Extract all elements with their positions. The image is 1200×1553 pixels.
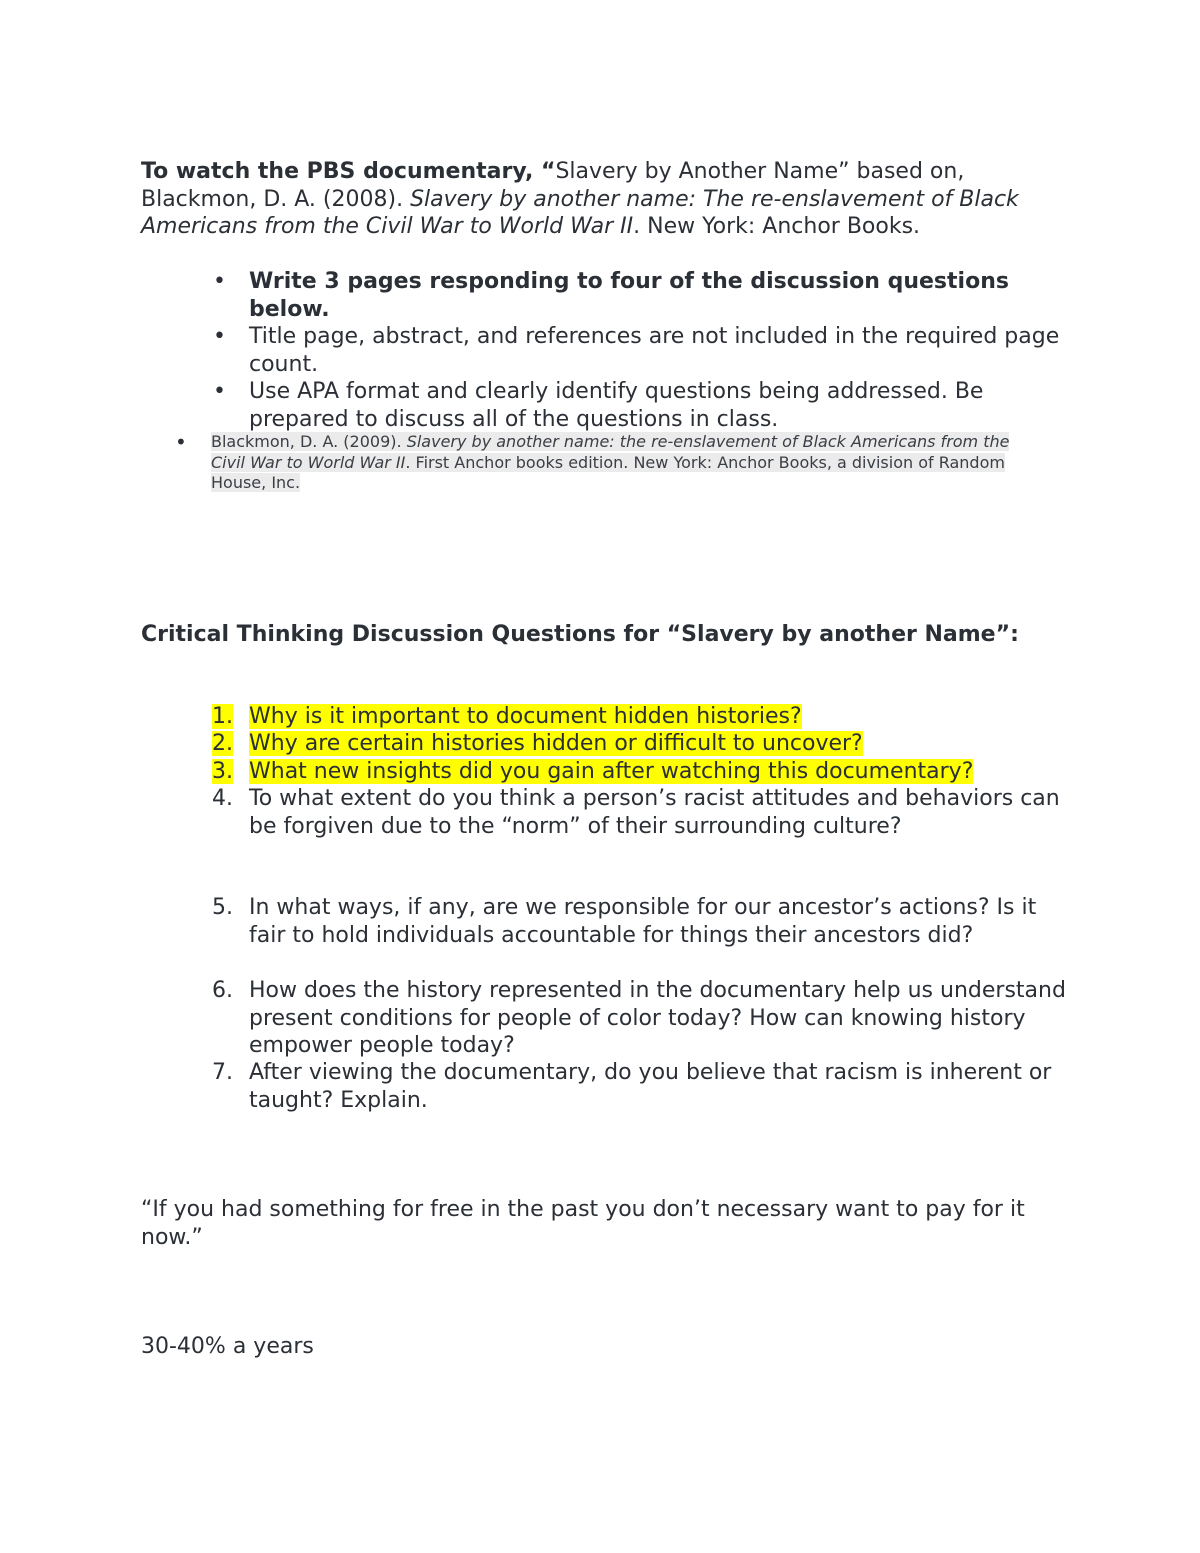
question-item: After viewing the documentary, do you believe that racism is inherent or taught? Explain. bbox=[249, 1060, 1052, 1113]
question-text: Why are certain histories hidden or difficult to uncover? bbox=[249, 731, 863, 756]
statistic-note: 30-40% a years bbox=[141, 1334, 314, 1359]
reference-title: Slavery by another name: the re-enslavement of Black Americans from the Civil War to World War II bbox=[211, 432, 1010, 472]
question-item bbox=[249, 730, 1069, 758]
quote-text: “If you had something for free in the past you don’t necessary want to pay for it now.” bbox=[141, 1197, 1025, 1250]
intro-bold-lead: To watch the PBS documentary, “ bbox=[141, 159, 556, 184]
questions-heading: Critical Thinking Discussion Questions for “Slavery by another Name”: bbox=[141, 622, 1019, 647]
question-item: To what extent do you think a person’s racist attitudes and behaviors can be forgiven due to the “norm” of their surrounding culture? bbox=[249, 786, 1060, 839]
reference-citation bbox=[211, 432, 1011, 494]
bullet-icon: • bbox=[213, 269, 226, 294]
question-item bbox=[249, 703, 1069, 731]
question-number: 5. bbox=[212, 895, 233, 920]
reference-rest: . First Anchor books edition. New York: Anchor Books, a division of Random House, Inc. bbox=[211, 452, 1005, 492]
bullet-icon: • bbox=[175, 430, 187, 454]
question-item: In what ways, if any, are we responsible for our ancestor’s actions? Is it fair to hold individuals accountable for things their ancestors did? bbox=[249, 895, 1037, 948]
question-text: What new insights did you gain after watching this documentary? bbox=[249, 759, 974, 784]
question-item: How does the history represented in the documentary help us understand present conditions for people of color today? How can knowing history empower people today? bbox=[249, 978, 1066, 1058]
bullet-icon: • bbox=[213, 324, 226, 349]
question-item bbox=[249, 758, 1069, 786]
reference-author: Blackmon, D. A. (2009). bbox=[211, 432, 407, 451]
question-number: 1. bbox=[212, 704, 233, 729]
intro-paragraph bbox=[141, 158, 1061, 241]
question-number: 7. bbox=[212, 1060, 233, 1085]
question-text: Why is it important to document hidden histories? bbox=[249, 704, 802, 729]
intro-text-a: Slavery by Another Name” based on, Blackmon, D. A. (2008). bbox=[141, 159, 965, 212]
question-number: 2. bbox=[212, 731, 233, 756]
instruction-item: Title page, abstract, and references are not included in the required page count. bbox=[249, 324, 1060, 377]
question-number: 4. bbox=[212, 786, 233, 811]
bullet-icon: • bbox=[213, 379, 226, 404]
question-number: 6. bbox=[212, 978, 233, 1003]
intro-book-title: Slavery by another name: The re-enslavement of Black Americans from the Civil War to World War II bbox=[141, 186, 1019, 239]
intro-text-b: . New York: Anchor Books. bbox=[633, 214, 921, 239]
instruction-item: Write 3 pages responding to four of the discussion questions below. bbox=[249, 269, 1009, 322]
question-number: 3. bbox=[212, 759, 233, 784]
instruction-item: Use APA format and clearly identify questions being addressed. Be prepared to discuss all of the questions in class. bbox=[249, 379, 984, 432]
